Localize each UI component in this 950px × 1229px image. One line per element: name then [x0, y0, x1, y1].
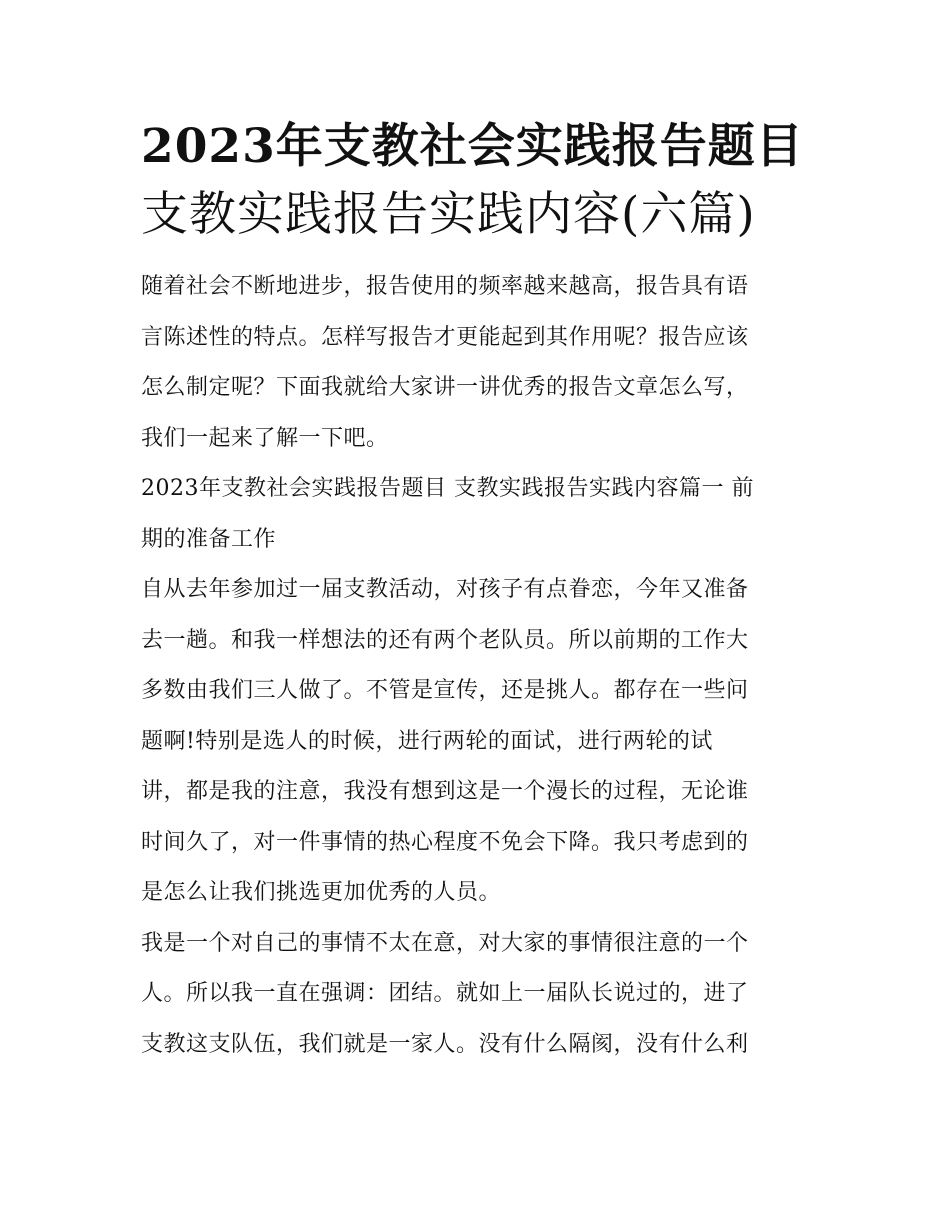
intro-paragraph [141, 262, 811, 464]
title-line: 2023年支教社会实践报告题目 [141, 119, 804, 174]
text-line: 怎么制定呢？下面我就给大家讲一讲优秀的报告文章怎么写， [141, 375, 749, 400]
text-line: 题啊!特别是选人的时候，进行两轮的面试，进行两轮的试 [141, 728, 713, 754]
text-line: 去一趟。和我一样想法的还有两个老队员。所以前期的工作大 [141, 627, 749, 653]
text-line: 我们一起来了解一下吧。 [141, 425, 389, 451]
text-line: 讲，都是我的注意，我没有想到这是一个漫长的过程，无论谁 [141, 779, 749, 804]
text-line: 言陈述性的特点。怎样写报告才更能起到其作用呢？报告应该 [141, 324, 749, 350]
section-heading [141, 464, 811, 565]
text-line: 随着社会不断地进步，报告使用的频率越来越高，报告具有语 [141, 274, 749, 299]
text-line: 自从去年参加过一届支教活动，对孩子有点眷恋，今年又准备 [141, 577, 749, 602]
text-line: 支教这支队伍，我们就是一家人。没有什么隔阂，没有什么利 [141, 1031, 749, 1057]
document-page [141, 113, 811, 1070]
document-title [141, 113, 811, 249]
text-line: 期的准备工作 [141, 526, 277, 552]
text-line: 2023年支教社会实践报告题目 支教实践报告实践内容篇一 前 [141, 476, 754, 501]
text-line: 是怎么让我们挑选更加优秀的人员。 [141, 880, 502, 905]
text-line: 我是一个对自己的事情不太在意，对大家的事情很注意的一个 [141, 930, 749, 956]
text-line: 多数由我们三人做了。不管是宣传，还是挑人。都存在一些问 [141, 678, 749, 703]
text-line: 人。所以我一直在强调：团结。就如上一届队长说过的，进了 [141, 981, 749, 1006]
body-paragraph-2 [141, 919, 811, 1071]
text-line: 时间久了，对一件事情的热心程度不免会下降。我只考虑到的 [141, 829, 749, 855]
title-line: 支教实践报告实践内容(六篇) [141, 187, 756, 242]
body-paragraph-1 [141, 565, 811, 919]
